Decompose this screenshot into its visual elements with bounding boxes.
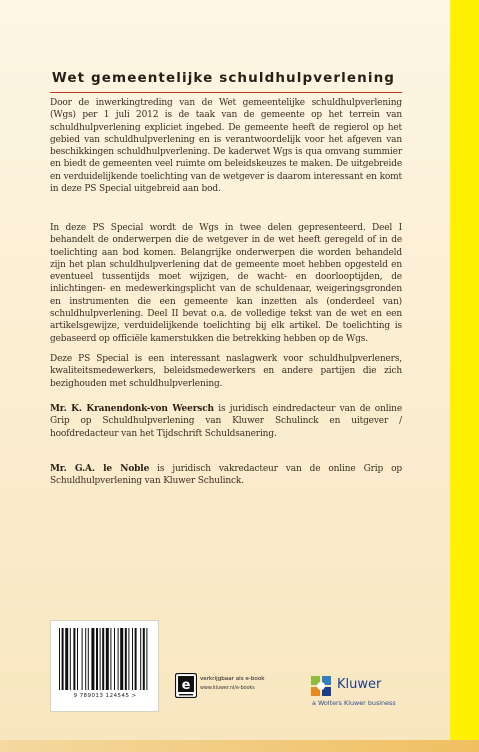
barcode-digits: 9 789013 124545 > [73, 693, 137, 699]
author-bio-lenoble [50, 463, 402, 488]
publisher-tagline: a Wolters Kluwer business [312, 699, 396, 707]
publisher-name: Kluwer [337, 677, 382, 692]
ebook-label: verkrijgbaar als e-book [200, 676, 265, 682]
bottom-color-band [0, 740, 479, 752]
contents-paragraph: In deze PS Special wordt de Wgs in twee delen gepresenteerd. Deel I behandelt de onderwerpen die de wetgever in de wet heeft geregeld of in de toelichting aan bod komen. Belangrijke onderwerpen die worden behandeld zijn het plan schuldhulpverlening dat de gemeente moet hebben opgesteld en eventueel tussentijds moet wijzigen, de wacht- en doorlooptijden, de inlichtingen- en medewerkingsplicht van de schuldenaar, weigeringsgronden en instrumenten die een gemeente kan inzetten als (onderdeel van) schuldhulpverlening. Deel II bevat o.a. de volledige tekst van de wet en een artikelsgewijze, verduidelijkende toelichting bij elk artikel. De toelichting is gebaseerd op officiële kamerstukken die betrekking hebben op de Wgs. [50, 223, 402, 344]
author-name-lenoble: Mr. G.A. le Noble [50, 464, 150, 474]
barcode-icon [59, 628, 151, 690]
author-bio-kranendonk [50, 403, 402, 440]
book-title: Wet gemeentelijke schuldhulpverlening [51, 70, 396, 86]
yellow-side-band [450, 0, 479, 752]
author-bio-text-lenoble: is juridisch vakredacteur van de online Grip op Schuldhulpverlening van Kluwer Schulinck. [50, 464, 402, 487]
svg-text:e: e [181, 678, 191, 693]
author-name-kranendonk: Mr. K. Kranendonk-von Weersch [50, 404, 214, 414]
title-rule [50, 92, 402, 93]
ebook-url: www.kluwer.nl/e-books [200, 686, 255, 691]
isbn-barcode [50, 620, 159, 712]
kluwer-logo-icon [310, 675, 332, 697]
audience-paragraph: Deze PS Special is een interessant naslagwerk voor schuldhulpverleners, kwaliteitsmedewerkers, beleidsmedewerkers en andere partijen die zich bezighouden met schuldhulpverlening. [50, 354, 402, 389]
intro-paragraph: Door de inwerkingtreding van de Wet gemeentelijke schuldhulpverlening (Wgs) per 1 juli 2012 is de taak van de gemeente op het terrein van schuldhulpverlening expliciet ingebed. De gemeente heeft de regierol op het gebied van schuldhulpverlening en is verantwoordelijk voor het afgeven van beschikkingen schuldhulpverlening. De kaderwet Wgs is qua omvang summier en biedt de gemeenten veel ruimte om beleidskeuzes te maken. De uitgebreide en verduidelijkende toelichting van de wetgever is daarom interessant en komt in deze PS Special uitgebreid aan bod. [50, 98, 402, 195]
author-bio-text-kranendonk: is juridisch eindredacteur van de online Grip op Schuldhulpverlening van Kluwer Schulinck en uitgever / hoofdredacteur van het Tijdschrift Schuldsanering. [50, 404, 402, 439]
ebook-e-icon [175, 673, 197, 698]
